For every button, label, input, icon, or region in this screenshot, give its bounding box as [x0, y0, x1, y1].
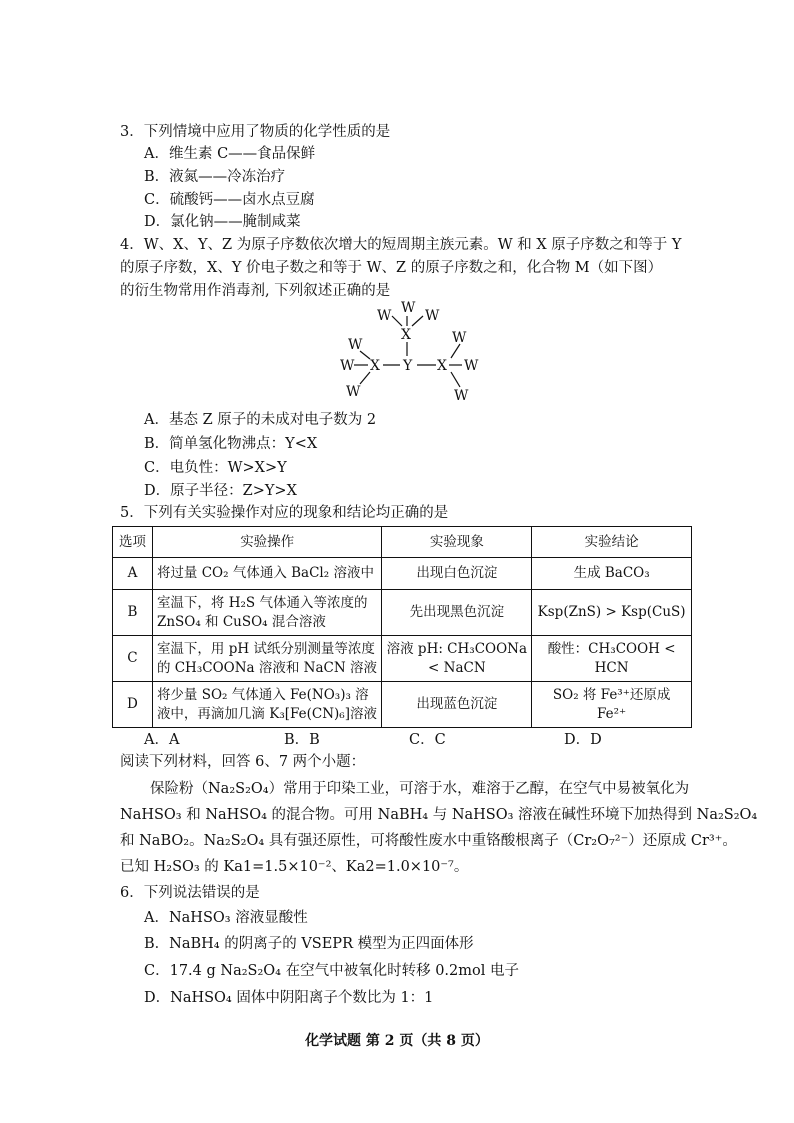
- table-row: [113, 558, 692, 590]
- header-conclusion: 实验结论: [532, 527, 692, 558]
- struct-atom-w: W: [340, 358, 355, 374]
- row-label: A: [113, 558, 153, 590]
- struct-atom-w: W: [425, 308, 440, 324]
- struct-atom-w: W: [346, 384, 361, 400]
- header-phenomenon: 实验现象: [382, 527, 532, 558]
- q5-choice-d: D．D: [564, 732, 602, 748]
- q4-option-d: D．原子半径：Z>Y>X: [144, 483, 297, 499]
- material-line-3: 和 NaBO₂。Na₂S₂O₄ 具有强还原性，可将酸性废水中重铬酸根离子（Cr₂O₇²⁻）还原成 Cr³⁺。: [120, 833, 737, 849]
- row-phenomenon: 出现白色沉淀: [382, 558, 532, 590]
- q5-stem: 5．下列有关实验操作对应的现象和结论均正确的是: [120, 505, 449, 521]
- header-operation: 实验操作: [152, 527, 382, 558]
- struct-atom-w: W: [401, 300, 416, 316]
- q3-option-c: C．硫酸钙——卤水点豆腐: [144, 192, 315, 208]
- struct-atom-w: W: [454, 388, 469, 404]
- q4-option-c: C．电负性：W>X>Y: [144, 460, 287, 476]
- q3-option-a: A．维生素 C——食品保鲜: [144, 146, 316, 162]
- material-line-2: NaHSO₃ 和 NaHSO₄ 的混合物。可用 NaBH₄ 与 NaHSO₃ 溶液在碱性环境下加热得到 Na₂S₂O₄: [120, 807, 758, 823]
- q4-stem-line-1: 4．W、X、Y、Z 为原子序数依次增大的短周期主族元素。W 和 X 原子序数之和等于 Y: [120, 237, 682, 253]
- table-row: [113, 682, 692, 728]
- struct-atom-w: W: [452, 330, 467, 346]
- row-phenomenon: 先出现黑色沉淀: [382, 590, 532, 636]
- q6-option-d: D．NaHSO₄ 固体中阴阳离子个数比为 1：1: [144, 990, 434, 1006]
- struct-atom-x: X: [437, 358, 447, 374]
- q4-stem-line-3: 的衍生物常用作消毒剂, 下列叙述正确的是: [120, 283, 391, 299]
- q3-stem: 3．下列情境中应用了物质的化学性质的是: [120, 124, 391, 140]
- table-row: [113, 590, 692, 636]
- row-operation: 室温下，用 pH 试纸分别测量等浓度的 CH₃COONa 溶液和 NaCN 溶液: [152, 636, 382, 682]
- material-intro: 阅读下列材料，回答 6、7 两个小题：: [120, 754, 366, 770]
- material-line-4: 已知 H₂SO₃ 的 Ka1=1.5×10⁻²、Ka2=1.0×10⁻⁷。: [120, 859, 469, 875]
- row-operation: 将少量 SO₂ 气体通入 Fe(NO₃)₃ 溶液中，再滴加几滴 K₃[Fe(CN)₆]溶液: [152, 682, 382, 728]
- struct-atom-x: X: [401, 327, 411, 343]
- row-operation: 室温下，将 H₂S 气体通入等浓度的 ZnSO₄ 和 CuSO₄ 混合溶液: [152, 590, 382, 636]
- q5-choice-c: C．C: [409, 732, 446, 748]
- row-conclusion: Ksp(ZnS) > Ksp(CuS): [532, 590, 692, 636]
- q5-choice-b: B．B: [284, 732, 320, 748]
- row-conclusion: SO₂ 将 Fe³⁺还原成 Fe²⁺: [532, 682, 692, 728]
- experiment-table: [112, 526, 692, 728]
- struct-atom-y: Y: [403, 358, 413, 374]
- q5-choice-a: A．A: [144, 732, 180, 748]
- compound-m-structure: [330, 296, 500, 406]
- table-row: [113, 636, 692, 682]
- q3-option-d: D．氯化钠——腌制咸菜: [144, 214, 301, 230]
- row-conclusion: 酸性：CH₃COOH < HCN: [532, 636, 692, 682]
- header-option: 选项: [113, 527, 153, 558]
- q6-option-c: C．17.4 g Na₂S₂O₄ 在空气中被氧化时转移 0.2mol 电子: [144, 963, 519, 979]
- struct-atom-w: W: [348, 337, 363, 353]
- struct-atom-w: W: [464, 358, 479, 374]
- q6-option-b: B．NaBH₄ 的阴离子的 VSEPR 模型为正四面体形: [144, 936, 474, 952]
- material-line-1: 保险粉（Na₂S₂O₄）常用于印染工业，可溶于水，难溶于乙醇，在空气中易被氧化为: [150, 781, 690, 797]
- q6-option-a: A．NaHSO₃ 溶液显酸性: [144, 910, 308, 926]
- table-header-row: [113, 527, 692, 558]
- struct-atom-x: X: [370, 358, 380, 374]
- q4-option-a: A．基态 Z 原子的未成对电子数为 2: [144, 412, 377, 428]
- page-footer: 化学试题 第 2 页（共 8 页）: [305, 1033, 489, 1049]
- q4-stem-line-2: 的原子序数，X、Y 价电子数之和等于 W、Z 的原子序数之和，化合物 M（如下图）: [120, 260, 663, 276]
- row-label: D: [113, 682, 153, 728]
- q3-option-b: B．液氮——冷冻治疗: [144, 169, 286, 185]
- row-label: C: [113, 636, 153, 682]
- row-phenomenon: 溶液 pH: CH₃COONa < NaCN: [382, 636, 532, 682]
- row-label: B: [113, 590, 153, 636]
- q4-option-b: B．简单氢化物沸点：Y<X: [144, 436, 318, 452]
- q6-stem: 6．下列说法错误的是: [120, 885, 260, 901]
- struct-atom-w: W: [377, 308, 392, 324]
- row-conclusion: 生成 BaCO₃: [532, 558, 692, 590]
- row-phenomenon: 出现蓝色沉淀: [382, 682, 532, 728]
- row-operation: 将过量 CO₂ 气体通入 BaCl₂ 溶液中: [152, 558, 382, 590]
